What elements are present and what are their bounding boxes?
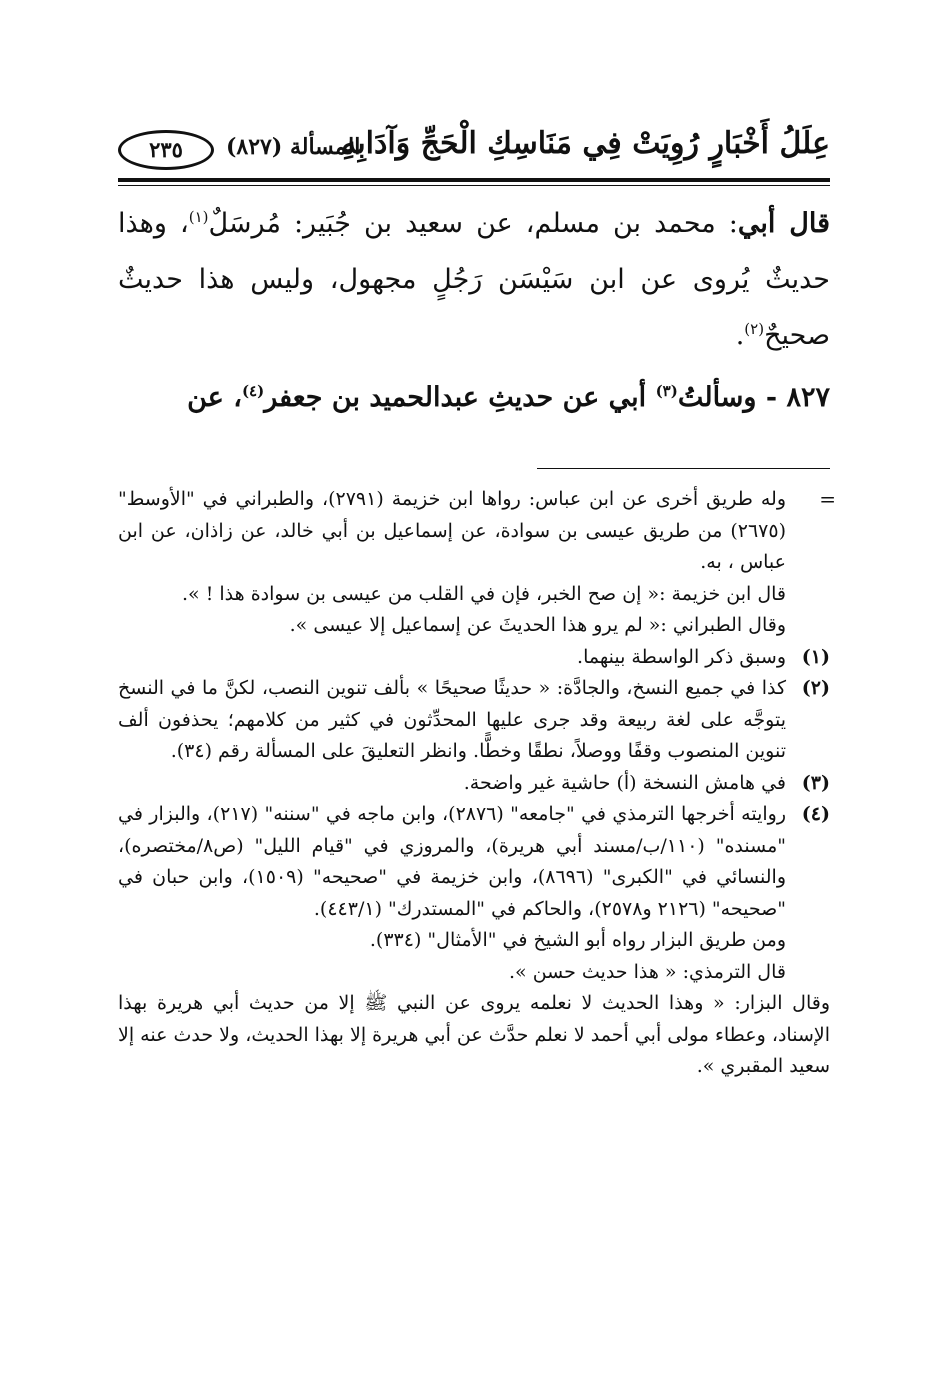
footnote-text: في هامش النسخة (أ) حاشية غير واضحة.: [463, 771, 786, 794]
footnote-3: [118, 768, 830, 800]
header-rule-thin: [118, 185, 830, 186]
footnote-4: [118, 799, 830, 925]
main-text-run: : محمد بن مسلم، عن سعيد بن جُبَير: مُرسَلٌ: [208, 208, 738, 239]
page-number-badge: ٢٣٥: [118, 130, 214, 170]
question-text: ، عن: [187, 382, 242, 413]
footnote-number: (٣): [801, 771, 830, 794]
footnote-text: وقال البزار: « وهذا الحديث لا نعلمه يروى عن النبي ﷺ إلا من حديث أبي هريرة بهذا الإسناد، وعطاء مولى أبي أحمد لا نعلم حدَّث عن أبي هريرة إلا بهذا الحديث، ولا حدث عنه إلا سعيد المقبري ».: [118, 992, 830, 1077]
issue-label: المسألة (٨٢٧): [226, 134, 361, 160]
footnote-number: (٢): [801, 677, 830, 699]
footnote-text: روايته أخرجها الترمذي في "جامعه" (٢٨٧٦)، وابن ماجه في "سننه" (٢١٧)، والبزار في "مسنده" (١١٠/ب/مسند أبي هريرة)، والمروزي في "قيام الليل" (ص٨/مختصره)، والنسائي في "الكبرى" (٨٦٩٦)، وابن خزيمة في "صحيحه" (١٥٠٩)، وابن حبان في "صحيحه" (٢١٢٦ و٢٥٧٨)، والحاكم في "المستدرك" (٤٤٣/١).: [118, 803, 787, 920]
footnote-number: (١): [801, 645, 830, 668]
footnote-ref-2: (٢): [744, 320, 765, 338]
footnote-text: وله طريق أخرى عن ابن عباس: رواها ابن خزيمة (٢٧٩١)، والطبراني في "الأوسط" (٢٦٧٥) من طريق عيسى بن سوادة، عن إسماعيل بن أبي خالد، عن زاذان، عن ابن عباس ، به.: [118, 488, 786, 573]
footnote-1: [118, 642, 830, 674]
page-header: [118, 118, 830, 176]
speaker-label: قال أبي: [737, 208, 831, 239]
footnote-continuation: [118, 484, 836, 642]
footnote-2: [118, 673, 830, 768]
footnote-text: كذا في جميع النسخ، والجادَّة: « حديثًا صحيحًا » بألف تنوين النصب، لكنَّ ما في النسخ يتوجَّه على لغة ربيعة وقد جرى عليها المحدِّثون في كثير من كلامهم؛ يحذفون ألف تنوين المنصوب وقفًا ووصلاً، نطقًا وخطًّا. وانظر التعليقَ على المسألة رقم (٣٤).: [118, 677, 786, 762]
footnote-ref-4: (٤): [241, 382, 265, 400]
main-text-run: .: [735, 320, 745, 351]
footnote-ref-3: (٣): [655, 382, 678, 400]
question-number: ٨٢٧ - وسألتُ: [677, 382, 830, 413]
main-text: [118, 196, 830, 426]
footnote-text: وسبق ذكر الواسطة بينهما.: [577, 645, 786, 668]
footnote-ref-1: (١): [188, 208, 209, 226]
footnote-separator: [537, 468, 830, 469]
question-text: أبي عن حديثِ عبدالحميد بن جعفر: [264, 382, 656, 413]
footnote-text: ومن طريق البزار رواه أبو الشيخ في "الأمثال" (٣٣٤).: [369, 929, 786, 951]
main-paragraph: [118, 196, 830, 364]
main-text-run: ، وهذا حديثٌ يُروى عن ابن سَيْسَن رَجُلٍ مجهول، وليس هذا حديثٌ صحيحٌ: [118, 208, 830, 351]
footnote-text: قال الترمذي: « هذا حديث حسن ».: [508, 960, 786, 983]
continuation-mark: =: [819, 487, 836, 511]
question-paragraph: [118, 370, 830, 426]
book-title: عِلَلُ أَخْبَارٍ رُوِيَتْ فِي مَنَاسِكِ الْحَجِّ وَآدَابِهِ: [341, 126, 830, 161]
footnote-number: (٤): [801, 803, 830, 825]
footnote-text: قال ابن خزيمة :« إن صح الخبر، فإن في القلب من عيسى بن سوادة هذا ! ».: [182, 582, 786, 605]
header-rule-thick: [118, 178, 830, 182]
footnote-text: وقال الطبراني :« لم يرو هذا الحديثَ عن إسماعيل إلا عيسى ».: [289, 614, 786, 636]
footnotes-section: [118, 484, 836, 1083]
